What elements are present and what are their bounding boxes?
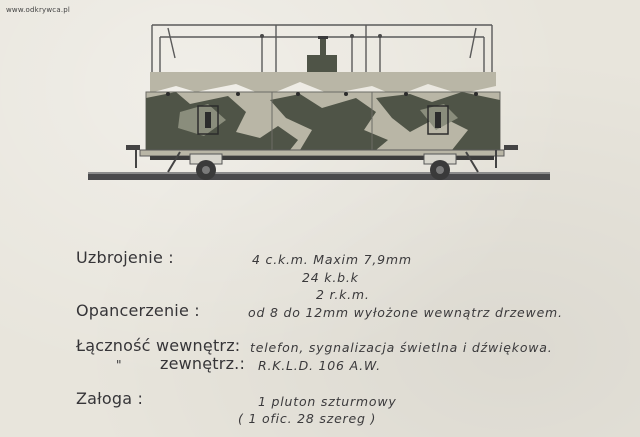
armament-line-1: 4 c.k.m. Maxim 7,9mm — [252, 252, 412, 267]
watermark: www.odkrywca.pl — [6, 6, 71, 14]
armament-line-2: 24 k.b.k — [302, 270, 359, 285]
comms-external-value: R.K.L.D. 106 A.W. — [258, 358, 381, 373]
comms-internal-value: telefon, sygnalizacja świetlna i dźwiękowa. — [250, 340, 553, 355]
armor-label: Opancerzenie : — [76, 301, 200, 320]
crew-line-1: 1 pluton szturmowy — [258, 394, 397, 409]
ditto-mark: " — [116, 358, 122, 372]
comms-internal-label: Łączność wewnętrz: — [76, 336, 241, 355]
armament-label: Uzbrojenie : — [76, 248, 174, 267]
armored-railcar-illustration — [0, 0, 640, 200]
armament-line-3: 2 r.k.m. — [316, 287, 370, 302]
armor-value: od 8 do 12mm wyłożone wewnątrz drzewem. — [248, 305, 563, 320]
crew-label: Załoga : — [76, 389, 144, 408]
comms-external-label: zewnętrz.: — [160, 354, 246, 373]
crew-line-2: ( 1 ofic. 28 szereg ) — [238, 411, 377, 426]
